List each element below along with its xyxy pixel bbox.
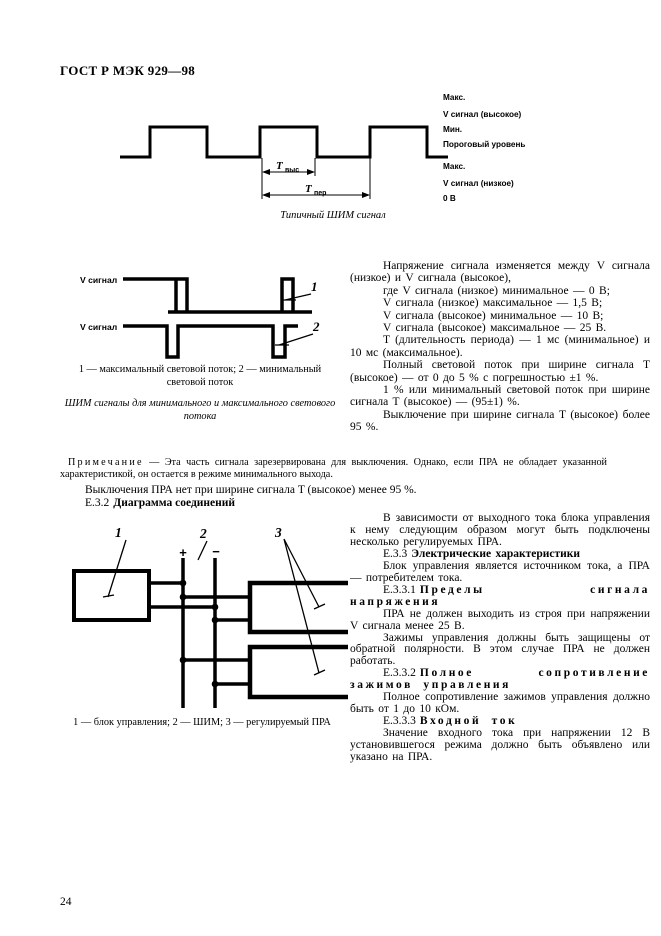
section-title: Пределы сигнала напряжения [350,583,650,608]
callout-1: 1 [311,279,318,294]
minus-label: − [212,544,220,559]
heading-e332 [350,668,650,692]
paragraph: Значение входного тока при напряжении 12 В установившегося режима должно быть объявлено или указано на ПРА. [350,727,650,764]
note-label: Примечание [68,457,144,468]
section-title: Диаграмма соединений [113,497,236,509]
callout-1-leader [282,294,311,300]
label-max-low: Макс. [443,162,466,171]
t-high-subscript: выс [285,167,300,174]
note-text: — Эта часть сигнала зарезервирована для выключения. Однако, если ПРА не обладает указанной характеристикой, он остается в режиме минимального выхода. [60,457,608,480]
figure2-title: ШИМ сигналы для минимального и максимального светового потока [64,398,336,422]
section-number: Е.3.2 [85,497,110,509]
junction-dot [212,604,219,611]
paragraph: Выключения ПРА нет при ширине сигнала T (высокое) менее 95 %. [85,484,417,496]
paragraph: Зажимы управления должны быть защищены от обратной полярности. В этом случае ПРА не должен работать. [350,631,650,668]
callout-1-leader [103,540,126,597]
heading-e331 [350,585,650,609]
paragraph: Напряжение сигнала изменяется между V сигнала (низкое) и V сигнала (высокое), [350,260,650,285]
junction-dot [212,617,219,624]
note-paragraph [60,457,607,481]
label-max-high: Макс. [443,93,466,102]
arrowhead [362,192,370,198]
waveform-min-flux [123,326,298,357]
plus-label: + [179,545,187,560]
label-v-high: V сигнал (высокое) [443,110,522,119]
section-number: Е.3.3.2 [383,667,416,680]
figure-connection-diagram [0,520,360,742]
paragraph: V сигнала (высокое) минимальное — 10 В; [383,309,604,322]
t-high-label: T [276,160,283,172]
page-title: ГОСТ Р МЭК 929—98 [60,63,196,78]
section-title: Полное сопротивление зажимов управления [350,667,650,692]
figure-typical-pwm-signal [0,85,661,225]
v-signal-label-bottom: V сигнал [80,322,118,332]
waveform-max-flux [123,279,312,312]
t-period-subscript: пер [314,190,327,197]
section-title: Входной ток [419,715,518,728]
heading [60,497,610,510]
callout-2-leader [275,334,313,345]
paragraph: Полный световой поток при ширине сигнала T (высокое) — от 0 до 5 % с погрешностью ±1 %. [350,359,650,384]
ballast-box-2 [250,647,348,697]
junction-dot [180,657,187,664]
paragraph: Полное сопротивление зажимов управления должно быть от 1 до 10 кОм. [350,691,650,716]
paragraph: V сигнала (низкое) максимальное — 1,5 В; [383,297,603,310]
paragraph: В зависимости от выходного тока блока управления к нему следующим образом могут быть подключены несколько регулируемых ПРА. [350,512,650,548]
right-column-upper [350,260,650,434]
arrowhead [262,192,270,198]
callout-1: 1 [115,525,122,540]
figure-pwm-min-max [0,260,340,365]
ballast-box-1 [250,583,348,632]
figure3-caption: 1 — блок управления; 2 — ШИМ; 3 — регулируемый ПРА [73,717,331,728]
callout-2: 2 [200,526,207,541]
label-v-low: V сигнал (низкое) [443,179,514,188]
section-number: Е.3.3.3 [383,715,416,728]
arrowhead [262,169,270,175]
paragraph: Выключение при ширине сигнала T (высокое) более 95 %. [350,408,650,434]
label-threshold: Пороговый уровень [443,140,526,149]
paragraph-no-switch-off [60,484,610,497]
right-column-lower [350,513,650,764]
paragraph: ПРА не должен выходить из строя при напряжении V сигнала менее 25 В. [350,607,650,632]
paragraph: 1 % или минимальный световой поток при ширине сигнала T (высокое) — (95±1) %. [350,384,650,409]
label-min-high: Мин. [443,125,463,134]
paragraph: V сигнала (высокое) максимальное — 25 В. [383,322,607,335]
wires [149,583,250,684]
junction-dot [212,681,219,688]
callout-2: 2 [313,319,320,334]
figure2-legend: 1 — максимальный световой поток; 2 — минимальный световой поток [78,364,322,388]
v-signal-label-top: V сигнал [80,275,118,285]
t-period-label: T [305,183,312,195]
arrowhead [307,169,315,175]
junction-dot [180,580,187,587]
junction-dot [180,594,187,601]
paragraph: где V сигнала (низкое) минимальное — 0 В; [383,284,610,297]
figure1-caption: Типичный ШИМ сигнал [280,210,386,221]
paragraph: T (длительность периода) — 1 мс (минимальное) и 10 мс (максимальное). [350,334,650,359]
label-zero-volt: 0 В [443,194,456,203]
section-number: Е.3.3.1 [383,583,416,596]
callout-3-leaders [284,539,325,675]
section-title: Электрические характеристики [411,547,581,560]
callout-3: 3 [275,525,282,540]
pwm-waveform [120,127,448,157]
section-number: Е.3.3 [383,547,408,560]
paragraph: Блок управления является источником тока, а ПРА — потребителем тока. [350,559,650,584]
section-heading-e32 [60,497,610,510]
callout-2-leader [198,541,207,560]
page-number: 24 [60,896,72,908]
